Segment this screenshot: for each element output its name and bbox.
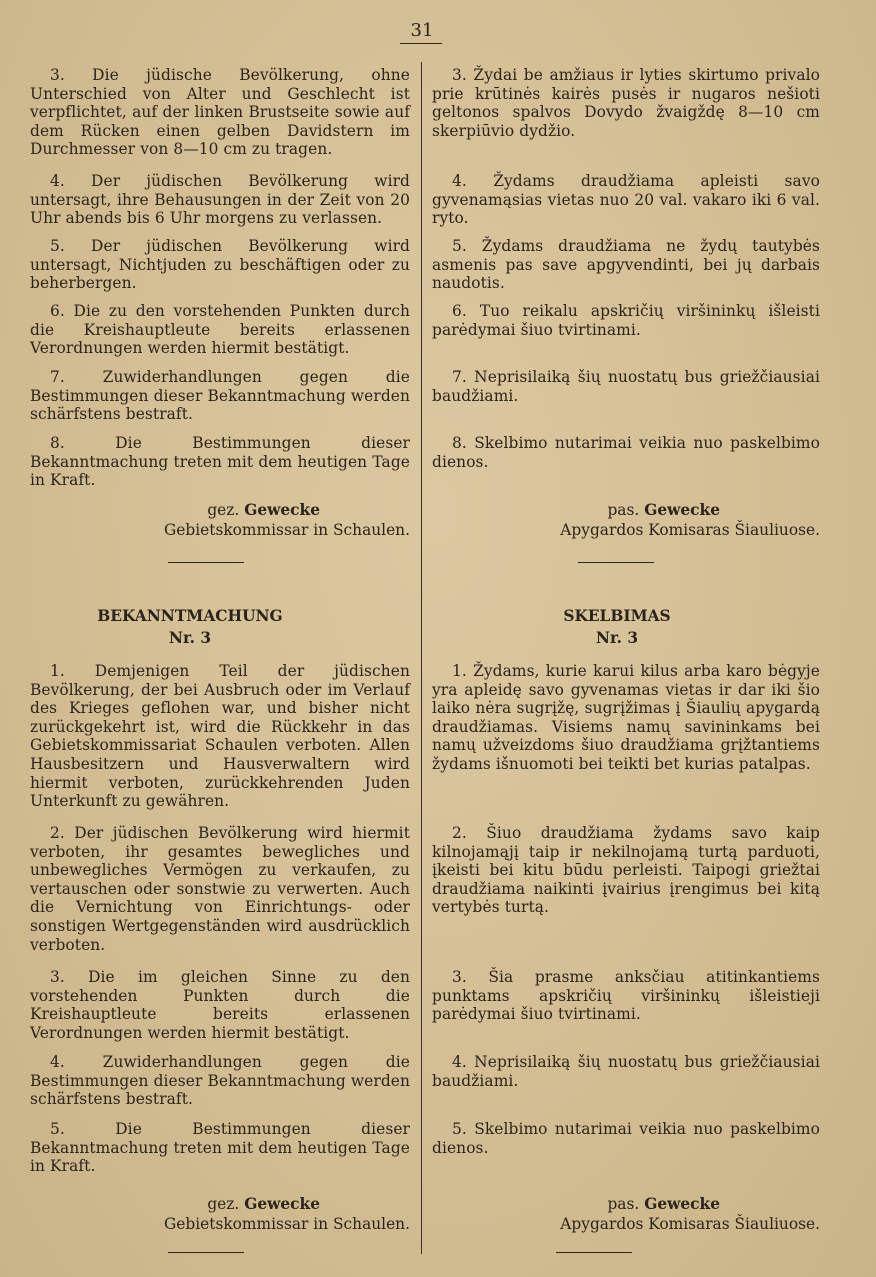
signature-name: Gewecke [644, 501, 720, 519]
signature-prefix: gez. [207, 501, 240, 519]
signature-name: Gewecke [244, 1195, 320, 1213]
right-signature-bottom [432, 1194, 820, 1234]
signature-title: Gebietskommissar in Schaulen. [163, 1215, 410, 1233]
right-signature-top [432, 500, 820, 540]
left-paragraph-3: 3. Die jüdische Bevölkerung, ohne Unterschied von Alter und Geschlecht ist verpflichtet, auf der linken Brustseite sowie auf dem Rücken einen gelben Davidstern im Durchmesser von 8—10 cm zu tragen. [30, 66, 410, 159]
left-paragraph-b1: 1. Demjenigen Teil der jüdischen Bevölkerung, der bei Ausbruch oder im Verlauf des Krieges geflohen war, und bisher nicht zurückgekehrt ist, wird die Rückkehr in das Gebietskommissariat Schaulen verboten. Allen Hausbesitzern und Hausverwaltern wird hiermit verboten, zurückkehrenden Juden Unterkunft zu gewähren. [30, 662, 410, 811]
right-paragraph-8: 8. Skelbimo nutarimai veikia nuo paskelbimo dienos. [432, 434, 820, 471]
left-paragraph-7: 7. Zuwiderhandlungen gegen die Bestimmungen dieser Bekanntmachung werden schärfstens bestraft. [30, 368, 410, 424]
section-heading: SKELBIMAS [563, 607, 671, 625]
signature-name: Gewecke [644, 1195, 720, 1213]
right-paragraph-6: 6. Tuo reikalu apskričių viršininkų išleisti parėdymai šiuo tvirtinami. [432, 302, 820, 339]
left-paragraph-8: 8. Die Bestimmungen dieser Bekanntmachung treten mit dem heutigen Tage in Kraft. [30, 434, 410, 490]
right-paragraph-7: 7. Neprisilaiką šių nuostatų bus griežčiausiai baudžiami. [432, 368, 820, 405]
section-separator [556, 1252, 632, 1253]
right-paragraph-b4: 4. Neprisilaiką šių nuostatų bus griežčiausiai baudžiami. [432, 1053, 820, 1090]
left-paragraph-5: 5. Der jüdischen Bevölkerung wird untersagt, Nichtjuden zu beschäftigen oder zu beherbergen. [30, 237, 410, 293]
signature-prefix: pas. [607, 1195, 640, 1213]
left-paragraph-b4: 4. Zuwiderhandlungen gegen die Bestimmungen dieser Bekanntmachung werden schärfstens bestraft. [30, 1053, 410, 1109]
right-paragraph-3: 3. Žydai be amžiaus ir lyties skirtumo privalo prie krūtinės kairės pusės ir nugaros nešioti geltonos spalvos Dovydo žvaigždę 8—10 cm skerpiūvio dydžio. [432, 66, 820, 140]
right-paragraph-5: 5. Žydams draudžiama ne žydų tautybės asmenis pas save apgyvendinti, bei jų darbais naudotis. [432, 237, 820, 293]
right-paragraph-b3: 3. Šia prasme anksčiau atitinkantiems punktams apskričių viršininkų išleistieji parėdymai šiuo tvirtinami. [432, 968, 820, 1024]
section-separator [578, 562, 654, 563]
section-separator [168, 562, 244, 563]
section-number: Nr. 3 [595, 629, 639, 647]
signature-title: Gebietskommissar in Schaulen. [163, 521, 410, 539]
page-number-underline [400, 43, 442, 44]
right-paragraph-4: 4. Žydams draudžiama apleisti savo gyvenamąsias vietas nuo 20 val. vakaro iki 6 val. ryto. [432, 172, 820, 228]
left-paragraph-b5: 5. Die Bestimmungen dieser Bekanntmachung treten mit dem heutigen Tage in Kraft. [30, 1120, 410, 1176]
left-paragraph-4: 4. Der jüdischen Bevölkerung wird untersagt, ihre Behausungen in der Zeit von 20 Uhr abends bis 6 Uhr morgens zu verlassen. [30, 172, 410, 228]
left-paragraph-b3: 3. Die im gleichen Sinne zu den vorstehenden Punkten durch die Kreishauptleute bereits erlassenen Verordnungen werden hiermit bestätigt. [30, 968, 410, 1042]
section-number: Nr. 3 [168, 629, 212, 647]
page-number: 31 [410, 20, 434, 41]
left-signature-bottom [30, 1194, 410, 1234]
right-paragraph-b2: 2. Šiuo draudžiama žydams savo kaip kilnojamąjį taip ir nekilnojamą turtą parduoti, įkeisti bei kitu būdu perleisti. Taipogi griežtai draudžiama naikinti įvairius įrengimus bei kitą vertybės turtą. [432, 824, 820, 917]
column-divider [421, 62, 422, 1254]
signature-prefix: pas. [607, 501, 640, 519]
section-separator [168, 1252, 244, 1253]
section-heading: BEKANNTMACHUNG [97, 607, 283, 625]
signature-name: Gewecke [244, 501, 320, 519]
left-signature-top [30, 500, 410, 540]
signature-prefix: gez. [207, 1195, 240, 1213]
right-paragraph-b5: 5. Skelbimo nutarimai veikia nuo paskelbimo dienos. [432, 1120, 820, 1157]
right-paragraph-b1: 1. Žydams, kurie karui kilus arba karo bėgyje yra apleidę savo gyvenamas vietas ir dar iki šio laiko nėra sugrįžę, sugrįžimas į Šiaulių apygardą draudžiamas. Visiems namų savininkams bei namų užveizdoms šiuo draudžiama grįžtantiems žydams išnuomoti bei teikti bet kurias patalpas. [432, 662, 820, 773]
left-paragraph-b2: 2. Der jüdischen Bevölkerung wird hiermit verboten, ihr gesamtes bewegliches und unbewegliches Vermögen zu verkaufen, zu vertauschen oder sonstwie zu verwerten. Auch die Vernichtung von Einrichtungs- oder sonstigen Wertgegenständen wird ausdrücklich verboten. [30, 824, 410, 954]
signature-title: Apygardos Komisaras Šiauliuose. [560, 521, 820, 539]
signature-title: Apygardos Komisaras Šiauliuose. [560, 1215, 820, 1233]
left-paragraph-6: 6. Die zu den vorstehenden Punkten durch die Kreishauptleute bereits erlassenen Verordnungen werden hiermit bestätigt. [30, 302, 410, 358]
